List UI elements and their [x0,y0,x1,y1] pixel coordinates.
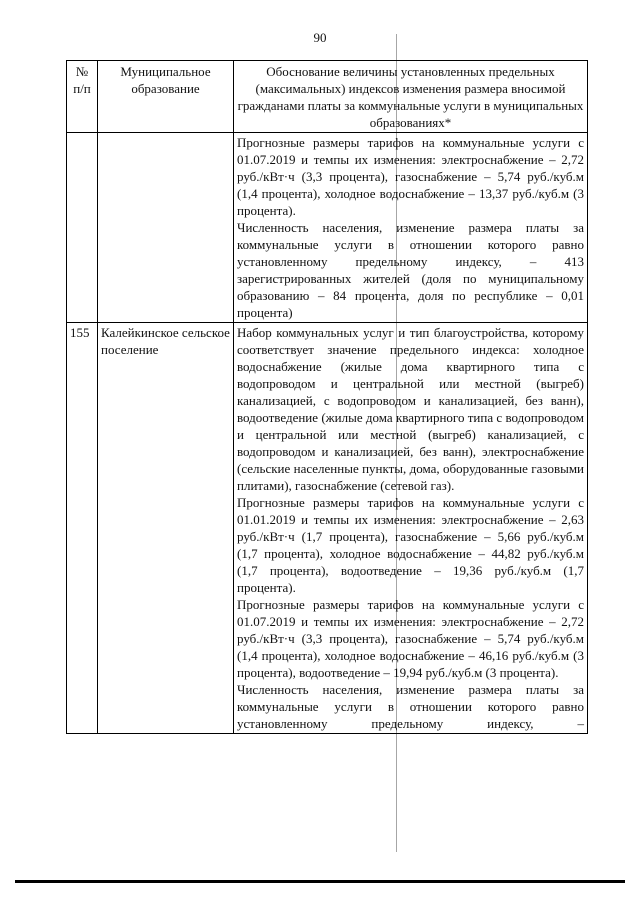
table-row [67,323,588,734]
municipality-cell [98,133,234,323]
table-row [67,133,588,323]
justification-paragraph: Прогнозные размеры тарифов на коммунальные услуги с 01.07.2019 и темпы их изменения: электроснабжение – 2,72 руб./кВт·ч (3,3 процента), газоснабжение – 5,74 руб./куб.м (1,4 процента), холодное водоснабжение – 46,16 руб./куб.м (3 процента), водоотведение – 19,94 руб./куб.м (3 процента). [237,597,584,680]
row-number-cell: 155 [67,323,98,734]
bottom-scan-edge [15,880,625,883]
header-municipality: Муниципальное образование [98,61,234,133]
justification-paragraph: Численность населения, изменение размера платы за коммунальные услуги в отношении которого равно установленному предельному индексу, – 413 зарегистрированных жителей (доля по муниципальному образованию – 84 процента, доля по республике – 0,01 процента) [237,220,584,320]
justification-cell [234,133,588,323]
justification-paragraph: Набор коммунальных услуг и тип благоустройства, которому соответствует значение предельного индекса: холодное водоснабжение (жилые дома квартирного типа с водопроводом и центральной или местной (выгреб) канализацией, с водопроводом и канализацией, без ванн), водоотведение (жилые дома квартирного типа с водопроводом и центральной или местной (выгреб) канализацией, с водопроводом и канализацией, без ванн), электроснабжение (сельские населенные пункты, дома, оборудованные газовыми плитами), газоснабжение (сетевой газ). [237,325,584,493]
justification-paragraph: Прогнозные размеры тарифов на коммунальные услуги с 01.01.2019 и темпы их изменения: электроснабжение – 2,63 руб./кВт·ч (1,7 процента), газоснабжение – 5,66 руб./куб.м (1,7 процента), холодное водоснабжение – 44,82 руб./куб.м (1,7 процента), водоотведение – 19,36 руб./куб.м (1,7 процента). [237,495,584,595]
header-number: № п/п [67,61,98,133]
table-header-row [67,61,588,133]
scan-fold-line [396,34,397,852]
justification-paragraph: Прогнозные размеры тарифов на коммунальные услуги с 01.07.2019 и темпы их изменения: электроснабжение – 2,72 руб./кВт·ч (3,3 процента), газоснабжение – 5,74 руб./куб.м (1,4 процента), холодное водоснабжение – 13,37 руб./куб.м (3 процента). [237,135,584,218]
header-justification: Обоснование величины установленных предельных (максимальных) индексов изменения размера вносимой гражданами платы за коммунальные услуги в муниципальных образованиях* [234,61,588,133]
justification-cell [234,323,588,734]
justification-paragraph: Численность населения, изменение размера платы за коммунальные услуги в отношении которого равно установленному предельному индексу, – [237,682,584,731]
municipality-cell: Калейкинское сельское поселение [98,323,234,734]
page-number: 90 [313,30,327,45]
tariff-justification-table [66,60,588,734]
row-number-cell [67,133,98,323]
